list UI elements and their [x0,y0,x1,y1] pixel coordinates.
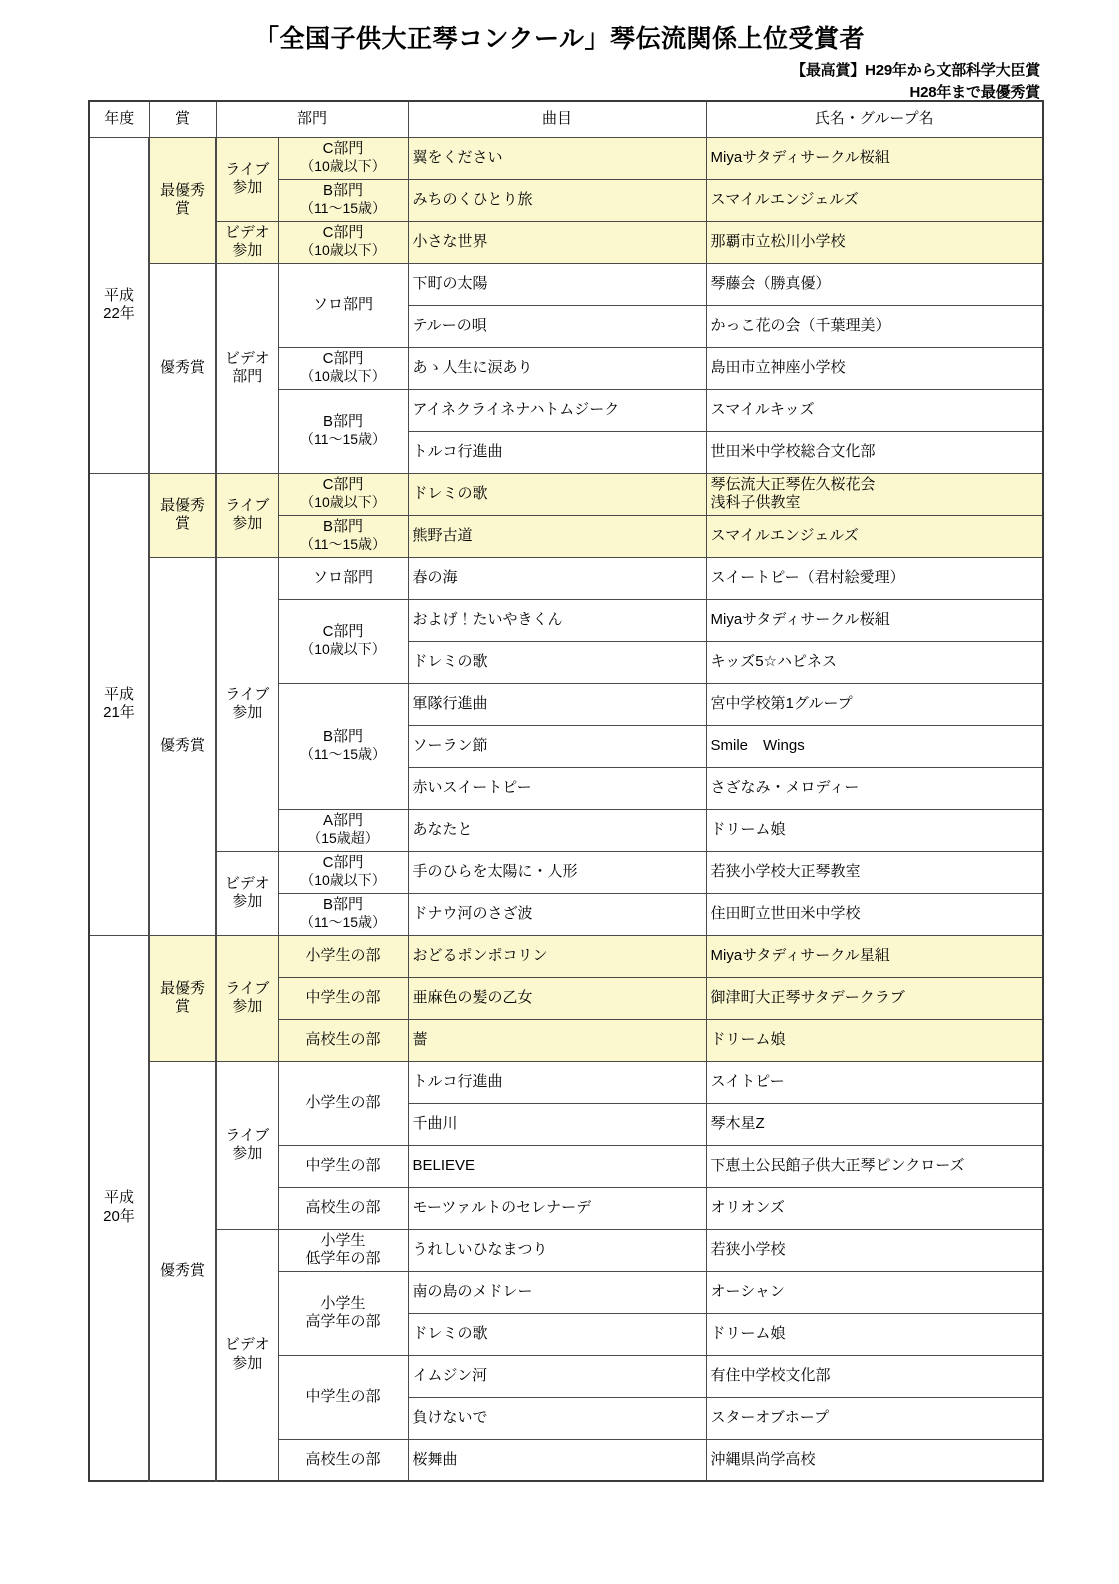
table-row [89,1229,1043,1271]
name-cell: 琴藤会（勝真優） [706,263,1043,305]
name-cell: スマイルエンジェルズ [706,179,1043,221]
col-header-division: 部門 [216,101,408,137]
division-cell-junior: 中学生の部 [278,977,408,1019]
song-cell: 負けないで [408,1397,706,1439]
song-cell: うれしいひなまつり [408,1229,706,1271]
song-cell: 千曲川 [408,1103,706,1145]
name-cell: 世田米中学校総合文化部 [706,431,1043,473]
division-cell-b: B部門 （11〜15歳） [278,515,408,557]
name-cell: 住田町立世田米中学校 [706,893,1043,935]
table-row [89,263,1043,305]
division-cell-c: C部門 （10歳以下） [278,137,408,179]
name-cell: 宮中学校第1グループ [706,683,1043,725]
col-header-year: 年度 [89,101,149,137]
song-cell: モーツァルトのセレナーデ [408,1187,706,1229]
song-cell: 春の海 [408,557,706,599]
award-note [791,60,1040,104]
song-cell: トルコ行進曲 [408,431,706,473]
division-cell-c: C部門 （10歳以下） [278,221,408,263]
award-cell-excellent-h20: 優秀賞 [149,1061,216,1481]
song-cell: アイネクライネナハトムジーク [408,389,706,431]
award-cell-best-h20: 最優秀賞 [149,935,216,1061]
division-cell-high: 高校生の部 [278,1019,408,1061]
year-cell-h21: 平成 21年 [89,473,149,935]
song-cell: 翼をください [408,137,706,179]
division-cell-a: A部門 （15歳超） [278,809,408,851]
name-cell: ドリーム娘 [706,1313,1043,1355]
col-header-name: 氏名・グループ名 [706,101,1043,137]
name-cell: 御津町大正琴サタデークラブ [706,977,1043,1019]
name-cell: 有住中学校文化部 [706,1355,1043,1397]
division-cell-elementary-low: 小学生 低学年の部 [278,1229,408,1271]
entry-cell-video: ビデオ 参加 [216,1229,278,1481]
name-cell: オリオンズ [706,1187,1043,1229]
song-cell: ドレミの歌 [408,641,706,683]
division-cell-b: B部門 （11〜15歳） [278,893,408,935]
entry-cell-live: ライブ 参加 [216,137,278,221]
division-cell-elementary: 小学生の部 [278,1061,408,1145]
division-cell-c: C部門 （10歳以下） [278,851,408,893]
song-cell: あゝ人生に涙あり [408,347,706,389]
song-cell: テルーの唄 [408,305,706,347]
song-cell: イムジン河 [408,1355,706,1397]
division-cell-b: B部門 （11〜15歳） [278,683,408,809]
song-cell: 軍隊行進曲 [408,683,706,725]
name-cell: スマイルキッズ [706,389,1043,431]
entry-cell-video: ビデオ 参加 [216,221,278,263]
award-cell-excellent-h22: 優秀賞 [149,263,216,473]
song-cell: 薔 [408,1019,706,1061]
song-cell: みちのくひとり旅 [408,179,706,221]
award-note-line-2: H28年まで最優秀賞 [909,83,1040,101]
name-cell: スイートピー（君村絵愛理） [706,557,1043,599]
song-cell: ドレミの歌 [408,1313,706,1355]
division-cell-c: C部門 （10歳以下） [278,599,408,683]
song-cell: 下町の太陽 [408,263,706,305]
song-cell: およげ！たいやきくん [408,599,706,641]
division-cell-solo: ソロ部門 [278,263,408,347]
division-cell-high: 高校生の部 [278,1439,408,1481]
song-cell: 南の島のメドレー [408,1271,706,1313]
name-cell: ドリーム娘 [706,809,1043,851]
col-header-song: 曲目 [408,101,706,137]
song-cell: あなたと [408,809,706,851]
song-cell: トルコ行進曲 [408,1061,706,1103]
division-cell-c: C部門 （10歳以下） [278,347,408,389]
name-cell: 下恵土公民館子供大正琴ピンクローズ [706,1145,1043,1187]
division-cell-c: C部門 （10歳以下） [278,473,408,515]
name-cell: 琴伝流大正琴佐久桜花会 浅科子供教室 [706,473,1043,515]
award-table-wrapper [88,100,1042,1482]
award-note-line-1: 【最高賞】H29年から文部科学大臣賞 [791,62,1040,79]
division-cell-solo: ソロ部門 [278,557,408,599]
entry-cell-video-division: ビデオ 部門 [216,263,278,473]
award-table [88,100,1044,1482]
entry-cell-video: ビデオ 参加 [216,851,278,935]
song-cell: 熊野古道 [408,515,706,557]
table-row [89,935,1043,977]
name-cell: スマイルエンジェルズ [706,515,1043,557]
division-cell-b: B部門 （11〜15歳） [278,179,408,221]
table-row [89,851,1043,893]
name-cell: かっこ花の会（千葉理美） [706,305,1043,347]
award-cell-best-h22: 最優秀賞 [149,137,216,263]
name-cell: Smile Wings [706,725,1043,767]
table-row [89,137,1043,179]
award-cell-best-h21: 最優秀賞 [149,473,216,557]
name-cell: スイトピー [706,1061,1043,1103]
year-cell-h22: 平成 22年 [89,137,149,473]
division-cell-junior: 中学生の部 [278,1355,408,1439]
song-cell: ドナウ河のさざ波 [408,893,706,935]
song-cell: 赤いスイートピー [408,767,706,809]
name-cell: ドリーム娘 [706,1019,1043,1061]
song-cell: 手のひらを太陽に・人形 [408,851,706,893]
entry-cell-live: ライブ 参加 [216,1061,278,1229]
year-cell-h20: 平成 20年 [89,935,149,1481]
division-cell-junior: 中学生の部 [278,1145,408,1187]
name-cell: 若狭小学校大正琴教室 [706,851,1043,893]
song-cell: ドレミの歌 [408,473,706,515]
table-row [89,557,1043,599]
division-cell-elementary-high: 小学生 高学年の部 [278,1271,408,1355]
name-cell: 琴木星Z [706,1103,1043,1145]
entry-cell-live: ライブ 参加 [216,557,278,851]
name-cell: 若狭小学校 [706,1229,1043,1271]
name-cell: Miyaサタディサークル桜組 [706,599,1043,641]
table-row [89,221,1043,263]
song-cell: ソーラン節 [408,725,706,767]
song-cell: 亜麻色の髪の乙女 [408,977,706,1019]
table-row [89,1061,1043,1103]
entry-cell-live: ライブ 参加 [216,473,278,557]
name-cell: 那覇市立松川小学校 [706,221,1043,263]
name-cell: さざなみ・メロディー [706,767,1043,809]
name-cell: キッズ5☆ハピネス [706,641,1043,683]
song-cell: 桜舞曲 [408,1439,706,1481]
song-cell: おどるポンポコリン [408,935,706,977]
song-cell: BELIEVE [408,1145,706,1187]
page-title: 「全国子供大正琴コンクール」琴伝流関係上位受賞者 [253,25,865,53]
name-cell: Miyaサタディサークル桜組 [706,137,1043,179]
song-cell: 小さな世界 [408,221,706,263]
division-cell-elementary: 小学生の部 [278,935,408,977]
division-cell-high: 高校生の部 [278,1187,408,1229]
name-cell: 島田市立神座小学校 [706,347,1043,389]
table-header-row [89,101,1043,137]
name-cell: スターオブホープ [706,1397,1043,1439]
col-header-award: 賞 [149,101,216,137]
award-cell-excellent-h21: 優秀賞 [149,557,216,935]
division-cell-b: B部門 （11〜15歳） [278,389,408,473]
name-cell: Miyaサタディサークル星組 [706,935,1043,977]
name-cell: 沖縄県尚学高校 [706,1439,1043,1481]
name-cell: オーシャン [706,1271,1043,1313]
table-row [89,473,1043,515]
entry-cell-live: ライブ 参加 [216,935,278,1061]
